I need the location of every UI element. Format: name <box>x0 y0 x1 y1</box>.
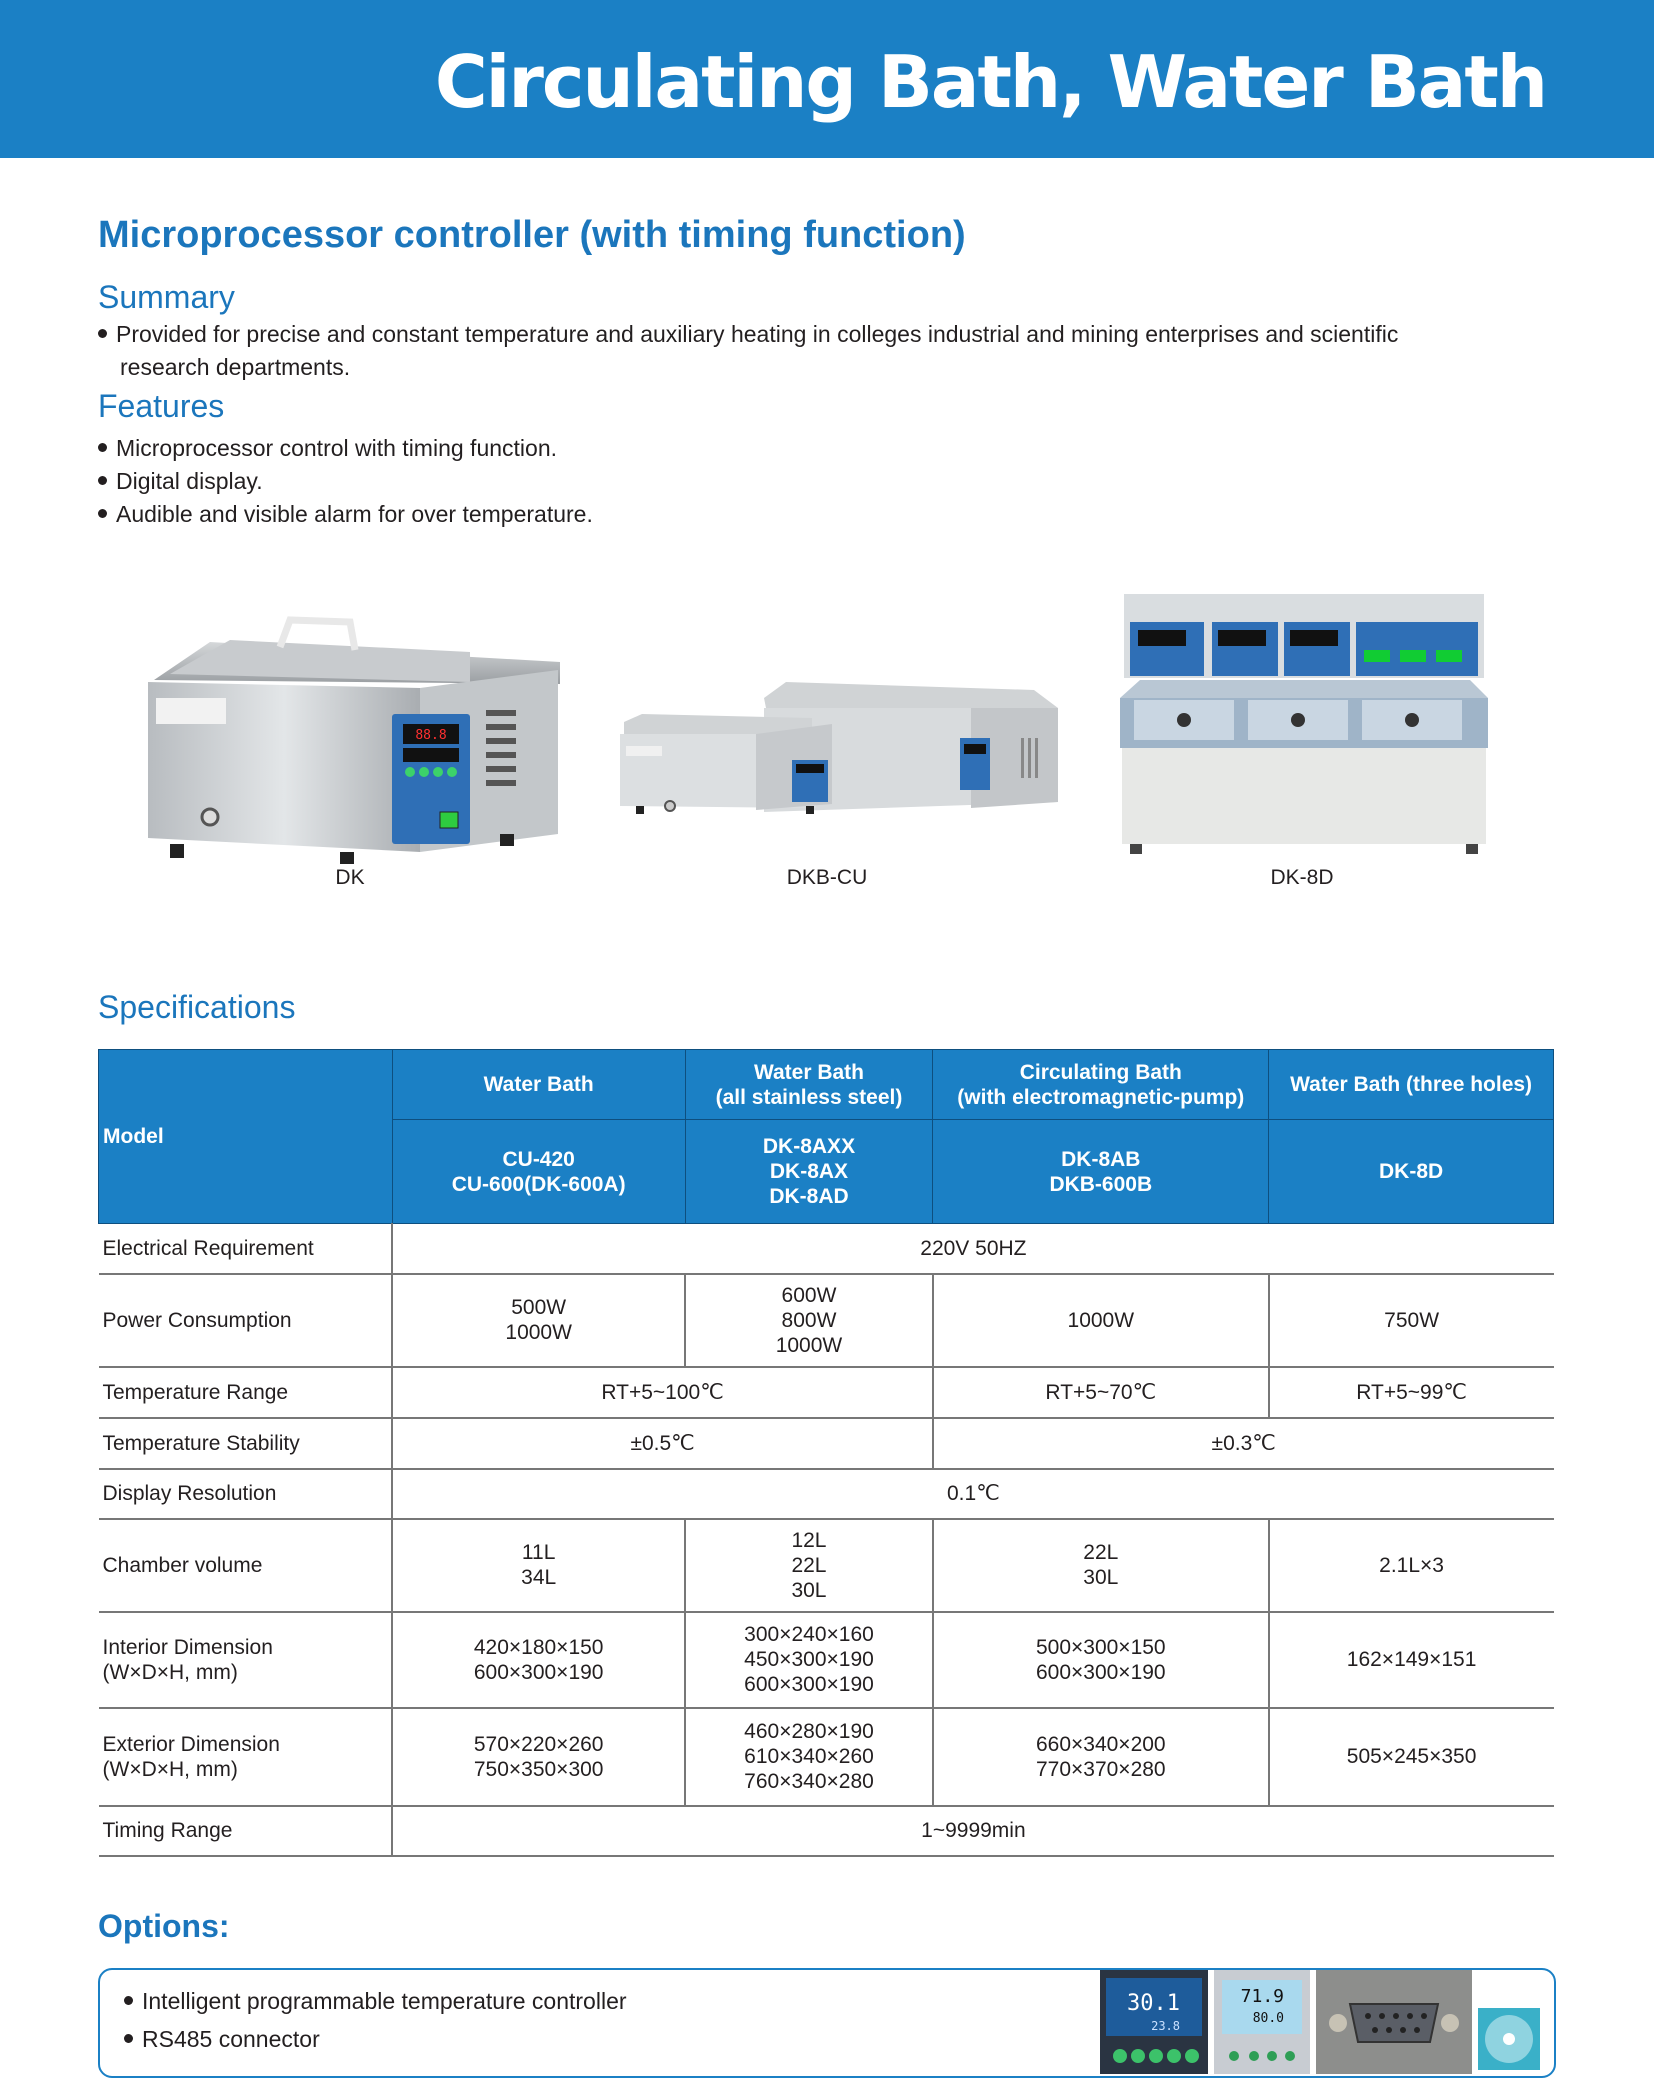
row-value: 420×180×150 600×300×190 <box>392 1612 685 1708</box>
product-caption: DKB-CU <box>786 866 868 889</box>
summary-line-2: research departments. <box>120 354 351 380</box>
water-bath-photo <box>140 612 560 870</box>
row-value: 1~9999min <box>392 1806 1553 1856</box>
specifications-table <box>98 1049 1554 1857</box>
type-label: Circulating Bath <box>1019 1060 1182 1084</box>
row-value: RT+5~99℃ <box>1269 1367 1554 1418</box>
feature-item <box>98 498 593 531</box>
page-title: Circulating Bath, Water Bath <box>434 40 1546 124</box>
table-row <box>99 1367 1554 1418</box>
row-label: Temperature Range <box>99 1367 393 1418</box>
three-hole-bath-photo <box>1120 588 1488 858</box>
model-label: Model <box>99 1050 393 1224</box>
option-item <box>124 1988 627 2015</box>
type-header <box>1269 1050 1554 1120</box>
row-value: 660×340×200 770×370×280 <box>933 1708 1269 1806</box>
water-bath-pair-photo <box>616 678 1068 850</box>
option-item <box>124 2026 320 2053</box>
row-label: Display Resolution <box>99 1469 393 1519</box>
type-header <box>685 1050 933 1120</box>
rs485-connector-photo <box>1316 1970 1472 2074</box>
table-row <box>99 1612 1554 1708</box>
lcd-display: 71.9 <box>1240 1986 1284 2007</box>
bullet-dot <box>98 329 107 338</box>
row-value: 570×220×260 750×350×300 <box>392 1708 685 1806</box>
row-value: RT+5~100℃ <box>392 1367 933 1418</box>
model-cell: DK-8AB DKB-600B <box>933 1120 1269 1224</box>
type-label: Water Bath <box>753 1060 865 1084</box>
header-banner <box>0 0 1654 158</box>
row-label: Chamber volume <box>99 1519 393 1612</box>
table-row <box>99 1519 1554 1612</box>
row-value: 11L 34L <box>392 1519 685 1612</box>
row-value: 505×245×350 <box>1269 1708 1554 1806</box>
bullet-dot <box>98 443 107 452</box>
table-row <box>99 1418 1554 1469</box>
controller-display: 30.1 <box>1127 1991 1180 2016</box>
feature-item <box>98 432 557 465</box>
features-heading: Features <box>98 388 225 424</box>
table-row <box>99 1469 1554 1519</box>
programmable-controller-photo <box>1100 1970 1208 2074</box>
bullet-dot <box>124 1996 133 2005</box>
table-row <box>99 1806 1554 1856</box>
main-heading: Microprocessor controller (with timing function) <box>98 214 966 256</box>
controller-display-sub: 23.8 <box>1151 2019 1180 2033</box>
model-cell: CU-420 CU-600(DK-600A) <box>392 1120 685 1224</box>
type-header <box>933 1050 1269 1120</box>
row-value: ±0.3℃ <box>933 1418 1554 1469</box>
lcd-display-sub: 80.0 <box>1252 2011 1284 2026</box>
row-label: Power Consumption <box>99 1274 393 1367</box>
summary-heading: Summary <box>98 279 235 315</box>
feature-text: Audible and visible alarm for over temperature. <box>116 501 593 527</box>
row-value: 162×149×151 <box>1269 1612 1554 1708</box>
table-row <box>99 1274 1554 1367</box>
software-cd-photo <box>1478 2008 1540 2070</box>
row-value: 22L 30L <box>933 1519 1269 1612</box>
product-caption: DK-8D <box>1270 866 1334 889</box>
row-value: 750W <box>1269 1274 1554 1367</box>
summary-line-1: Provided for precise and constant temperature and auxiliary heating in colleges industrial and mining enterprises and scientific <box>116 321 1399 347</box>
type-label: Water Bath (three holes) <box>1290 1073 1533 1096</box>
model-cell: DK-8AXX DK-8AX DK-8AD <box>685 1120 933 1224</box>
row-value: 12L 22L 30L <box>685 1519 933 1612</box>
options-box <box>98 1968 1556 2078</box>
row-value: 300×240×160 450×300×190 600×300×190 <box>685 1612 933 1708</box>
feature-text: Digital display. <box>116 468 263 494</box>
table-header-row <box>99 1050 1554 1120</box>
table-row <box>99 1224 1554 1274</box>
bullet-dot <box>124 2034 133 2043</box>
row-value: 2.1L×3 <box>1269 1519 1554 1612</box>
row-value: 220V 50HZ <box>392 1224 1553 1274</box>
row-label: Electrical Requirement <box>99 1224 393 1274</box>
option-text: RS485 connector <box>142 2026 320 2052</box>
summary-text <box>98 318 1552 384</box>
bullet-dot <box>98 476 107 485</box>
row-value: 600W 800W 1000W <box>685 1274 933 1367</box>
type-label: Water Bath <box>483 1073 594 1096</box>
specifications-heading: Specifications <box>98 989 296 1025</box>
svg-text:88.8: 88.8 <box>415 728 447 743</box>
model-cell: DK-8D <box>1269 1120 1554 1224</box>
type-sublabel: (all stainless steel) <box>715 1085 903 1109</box>
feature-text: Microprocessor control with timing function. <box>116 435 557 461</box>
row-value: 460×280×190 610×340×260 760×340×280 <box>685 1708 933 1806</box>
row-value: 500×300×150 600×300×190 <box>933 1612 1269 1708</box>
row-label: Exterior Dimension (W×D×H, mm) <box>99 1708 393 1806</box>
type-sublabel: (with electromagnetic-pump) <box>957 1085 1245 1109</box>
row-value: RT+5~70℃ <box>933 1367 1269 1418</box>
row-value: 1000W <box>933 1274 1269 1367</box>
bullet-dot <box>98 509 107 518</box>
row-value: ±0.5℃ <box>392 1418 933 1469</box>
feature-item <box>98 465 263 498</box>
row-label: Timing Range <box>99 1806 393 1856</box>
product-caption: DK <box>335 866 365 889</box>
row-value: 0.1℃ <box>392 1469 1553 1519</box>
type-header <box>392 1050 685 1120</box>
row-value: 500W 1000W <box>392 1274 685 1367</box>
row-label: Interior Dimension (W×D×H, mm) <box>99 1612 393 1708</box>
lcd-controller-photo <box>1214 1970 1310 2074</box>
option-text: Intelligent programmable temperature controller <box>142 1988 627 2014</box>
options-heading: Options: <box>98 1908 230 1944</box>
row-label: Temperature Stability <box>99 1418 393 1469</box>
table-row <box>99 1708 1554 1806</box>
